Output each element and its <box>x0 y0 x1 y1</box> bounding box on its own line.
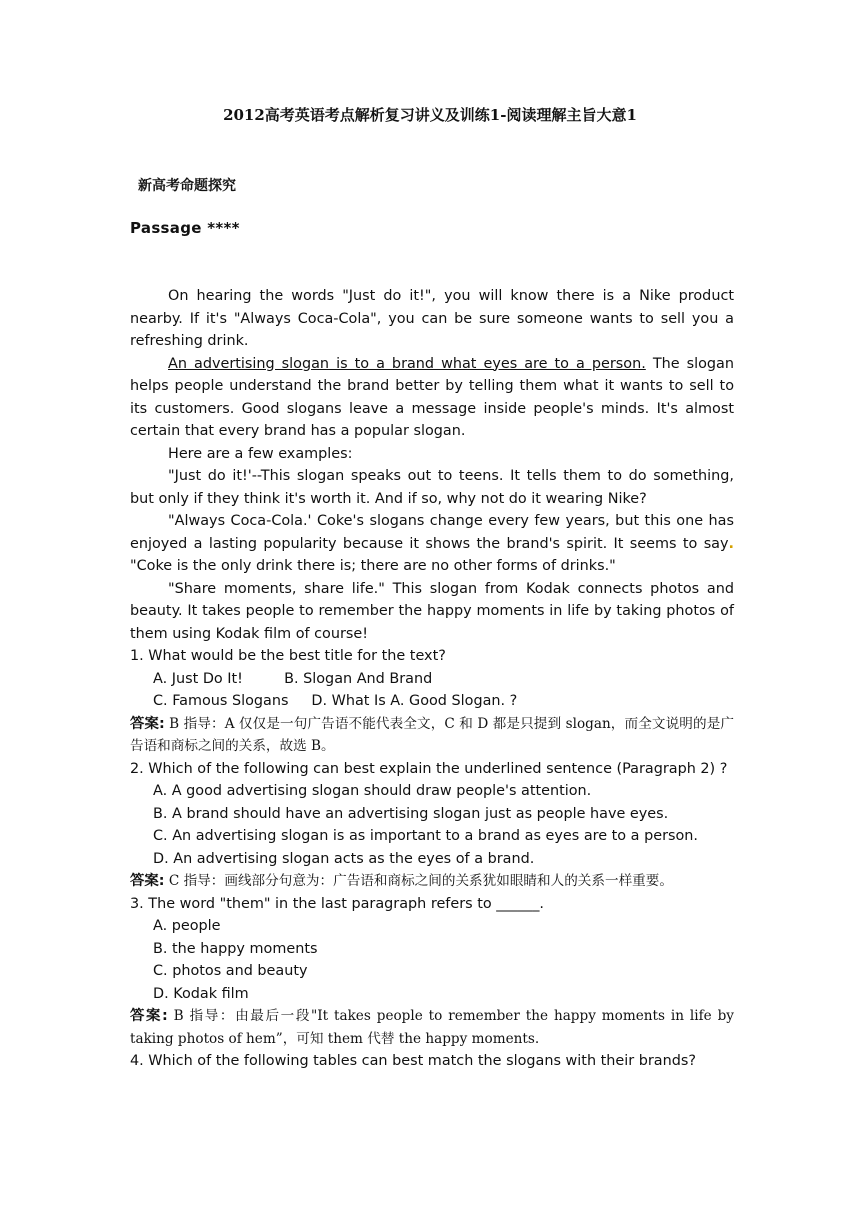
question-3-option-d: D. Kodak film <box>153 985 249 1002</box>
paragraph-1: On hearing the words "Just do it!", you will know there is a Nike product nearby. If it's "Always Coca-Cola", you can be sure someone wants to sell you a refreshing drink. <box>130 288 734 349</box>
question-1-options-row-2: C. Famous Slogans D. What Is A. Good Slogan. ? <box>153 693 518 709</box>
paragraph-3: Here are a few examples: <box>168 445 353 462</box>
answer-label: 答案: <box>130 715 165 732</box>
answer-explanation: B 指导：A 仅仅是一句广告语不能代表全文，C 和 D 都是只提到 slogan，而全文说明的是广告语和商标之间的关系，故选 B。 <box>130 715 734 754</box>
answer-label: 答案: <box>130 1008 168 1024</box>
question-2-option-d: D. An advertising slogan acts as the eyes of a brand. <box>153 850 535 867</box>
document-title: 2012高考英语考点解析复习讲义及训练1-阅读理解主旨大意1 <box>223 106 637 124</box>
question-3-answer <box>130 1005 734 1050</box>
paragraph-5-part-b: "Coke is the only drink there is; there are no other forms of drinks." <box>130 558 616 574</box>
question-3-stem: 3. The word "them" in the last paragraph refers to ______. <box>130 895 544 912</box>
question-2-option-c: C. An advertising slogan is as important to a brand as eyes are to a person. <box>153 828 698 844</box>
paragraph-6: "Share moments, share life." This slogan from Kodak connects photos and beauty. It takes people to remember the happy moments in life by taking photos of them using Kodak film of course! <box>130 580 734 642</box>
paragraph-4: "Just do it!'--This slogan speaks out to teens. It tells them to do something, but only if they think it's worth it. And if so, why not do it wearing Nike? <box>130 468 734 507</box>
question-3-option-c: C. photos and beauty <box>153 963 308 979</box>
section-heading: 新高考命题探究 <box>138 178 236 194</box>
passage-title: Passage **** <box>130 219 240 237</box>
question-3-option-a: A. people <box>153 918 221 934</box>
question-3-option-b: B. the happy moments <box>153 940 318 957</box>
question-4-stem: 4. Which of the following tables can best match the slogans with their brands? <box>130 1053 697 1069</box>
edit-mark-icon: . <box>728 535 734 552</box>
question-1-stem: 1. What would be the best title for the text? <box>130 648 446 664</box>
underlined-sentence: An advertising slogan is to a brand what eyes are to a person. <box>168 355 646 372</box>
answer-explanation: C 指导：画线部分句意为：广告语和商标之间的关系犹如眼睛和人的关系一样重要。 <box>164 873 673 889</box>
paragraph-2 <box>130 353 734 443</box>
paragraph-2-rest: The slogan helps people understand the brand better by telling them what it wants to sell to its customers. Good slogans leave a message inside people's minds. It's almost certain that every brand has a popular slogan. <box>130 355 734 439</box>
answer-explanation: B 指导：由最后一段"It takes people to remember the happy moments in life by taking photos of hem”，可知 them 代替 the happy moments. <box>130 1008 734 1047</box>
question-2-option-b: B. A brand should have an advertising slogan just as people have eyes. <box>153 805 669 822</box>
question-1-answer <box>130 713 734 758</box>
document-body <box>130 285 734 1073</box>
answer-label: 答案: <box>130 873 165 889</box>
question-2-answer <box>130 870 734 893</box>
question-2-option-a: A. A good advertising slogan should draw people's attention. <box>153 783 592 799</box>
paragraph-5 <box>130 510 734 578</box>
paragraph-5-part-a: "Always Coca-Cola.' Coke's slogans change every few years, but this one has enjoyed a lasting popularity because it shows the brand's spirit. It seems to say <box>130 513 734 552</box>
question-2-stem: 2. Which of the following can best explain the underlined sentence (Paragraph 2) ? <box>130 760 728 777</box>
question-1-options-row-1: A. Just Do It! B. Slogan And Brand <box>153 670 433 687</box>
